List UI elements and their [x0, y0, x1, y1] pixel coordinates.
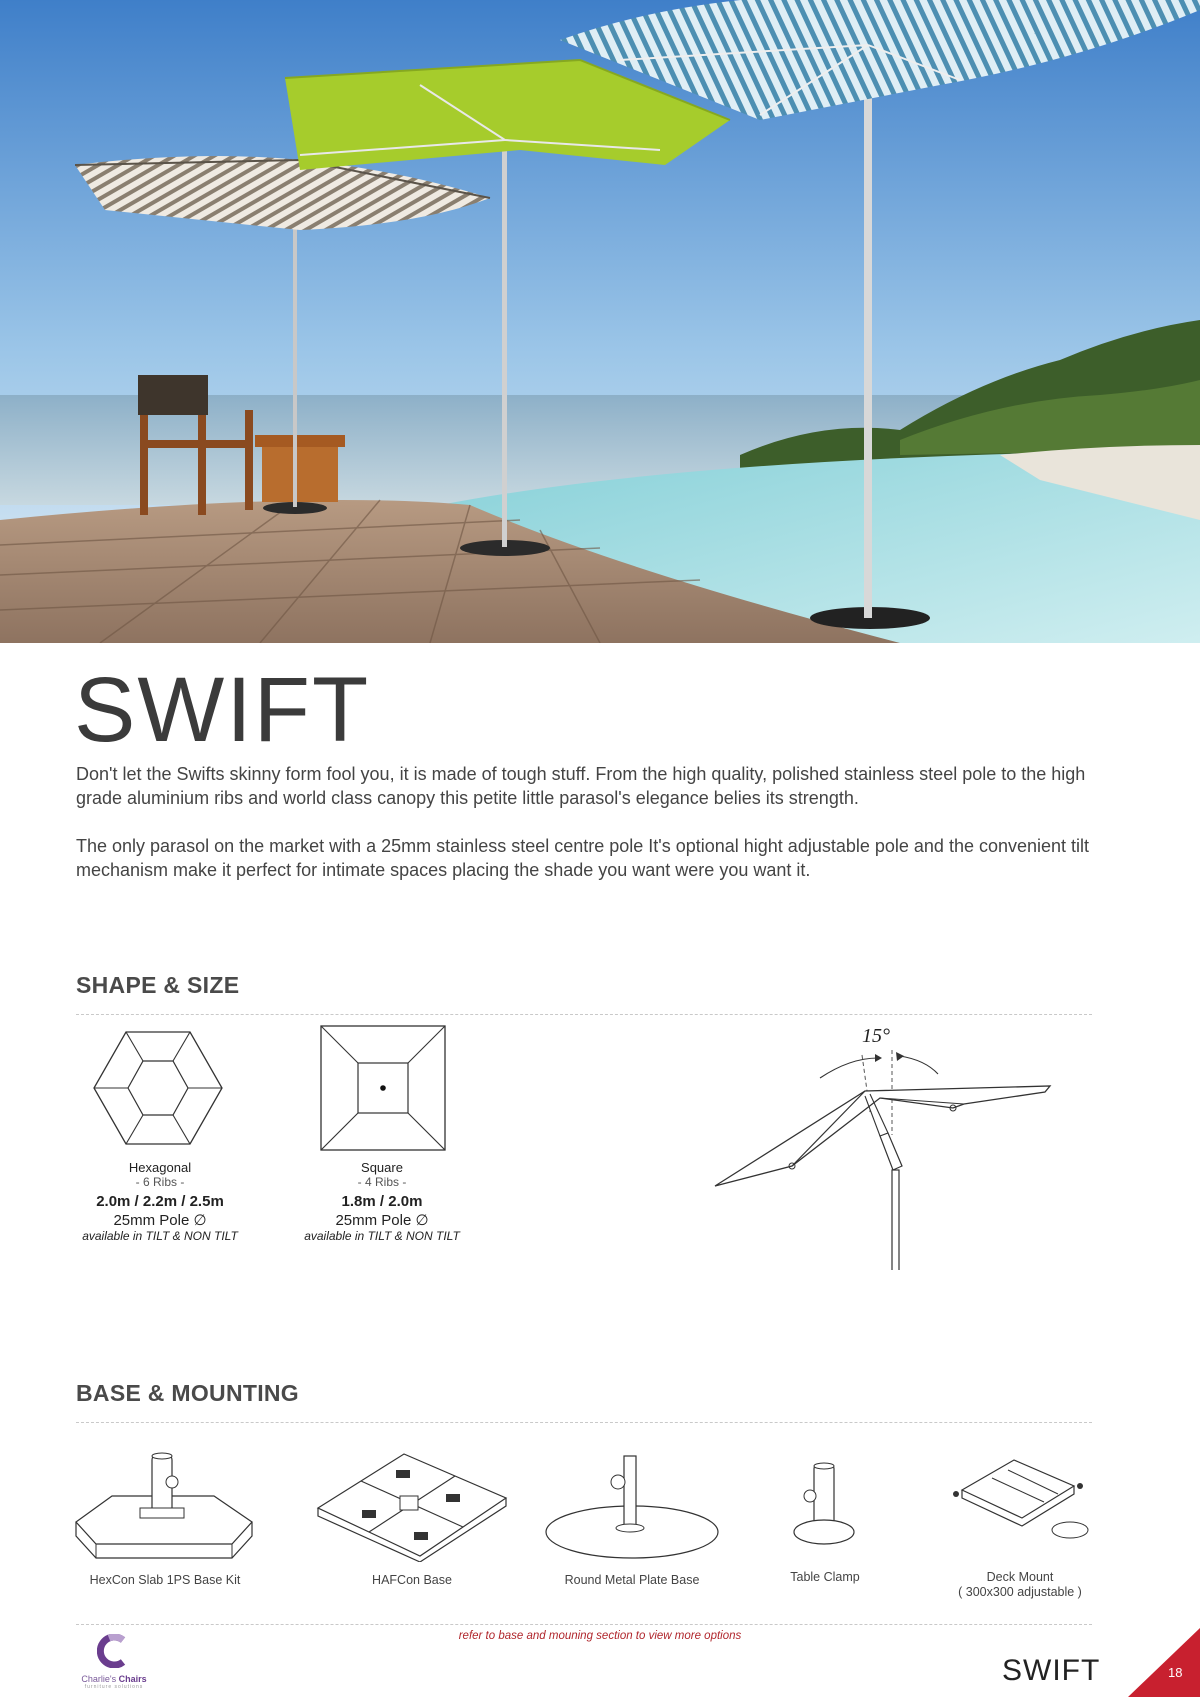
shape-name: Square	[361, 1160, 403, 1175]
footer-divider	[76, 1624, 1092, 1625]
page-corner-tab	[1128, 1628, 1200, 1697]
more-options-note: refer to base and mouning section to view more options	[458, 1630, 742, 1642]
footer-title: SWIFT	[1002, 1654, 1101, 1687]
section-divider	[76, 1014, 1092, 1015]
table-clamp-icon	[786, 1460, 862, 1548]
shape-availability: available in TILT & NON TILT	[304, 1229, 460, 1243]
tilt-diagram-icon	[710, 1020, 1060, 1270]
shape-square	[292, 1160, 472, 1244]
base-mounting-heading: BASE & MOUNTING	[76, 1380, 299, 1406]
base-item-deck-mount	[940, 1570, 1100, 1600]
base-item-label: Deck Mount	[986, 1570, 1054, 1584]
base-item-label: HAFCon Base	[372, 1573, 452, 1587]
shape-sizes: 2.0m / 2.2m / 2.5m	[96, 1193, 224, 1210]
tilt-angle-label: 15°	[862, 1025, 890, 1047]
hexcon-base-icon	[74, 1452, 254, 1564]
brand-logo-icon	[97, 1634, 131, 1668]
base-item-sublabel: ( 300x300 adjustable )	[958, 1585, 1082, 1599]
page-number: 18	[1168, 1665, 1183, 1680]
shape-size-heading: SHAPE & SIZE	[76, 972, 240, 998]
base-item-label: Table Clamp	[790, 1570, 860, 1584]
base-item-label: HexCon Slab 1PS Base Kit	[89, 1573, 241, 1587]
brand-suffix: Chairs	[118, 1674, 147, 1684]
shape-name: Hexagonal	[128, 1160, 192, 1175]
hero-photo	[0, 0, 1200, 643]
shape-pole: 25mm Pole ∅	[113, 1212, 207, 1229]
hexagon-canopy-icon	[93, 1030, 223, 1146]
brand-logo	[74, 1634, 154, 1690]
intro-paragraph-1: Don't let the Swifts skinny form fool you, it is made of tough stuff. From the high quality, polished stainless steel pole to the high grade aluminium ribs and world class canopy this petite little parasol's elegance belies its strength.	[76, 764, 1086, 808]
square-canopy-icon	[320, 1025, 446, 1151]
deck-mount-icon	[952, 1456, 1092, 1546]
page-title: SWIFT	[74, 659, 371, 761]
hafcon-base-icon	[316, 1450, 508, 1562]
shape-hexagonal	[70, 1160, 250, 1244]
shape-ribs: - 6 Ribs -	[135, 1175, 185, 1189]
section-divider	[76, 1422, 1092, 1423]
shape-pole: 25mm Pole ∅	[335, 1212, 429, 1229]
round-plate-base-icon	[544, 1452, 720, 1560]
intro-paragraph-2: The only parasol on the market with a 25mm stainless steel centre pole It's optional hight adjustable pole and the convenient tilt mechanism make it perfect for intimate spaces placing the shade you want were you want it.	[76, 836, 1090, 880]
shape-availability: available in TILT & NON TILT	[82, 1229, 238, 1243]
base-item-label: Round Metal Plate Base	[564, 1573, 700, 1587]
shape-sizes: 1.8m / 2.0m	[341, 1193, 423, 1210]
brand-name	[74, 1674, 154, 1684]
intro-text	[76, 762, 1126, 906]
shape-ribs: - 4 Ribs -	[357, 1175, 407, 1189]
brand-prefix: Charlie's	[81, 1674, 117, 1684]
brand-tagline: furniture solutions	[84, 1684, 144, 1690]
